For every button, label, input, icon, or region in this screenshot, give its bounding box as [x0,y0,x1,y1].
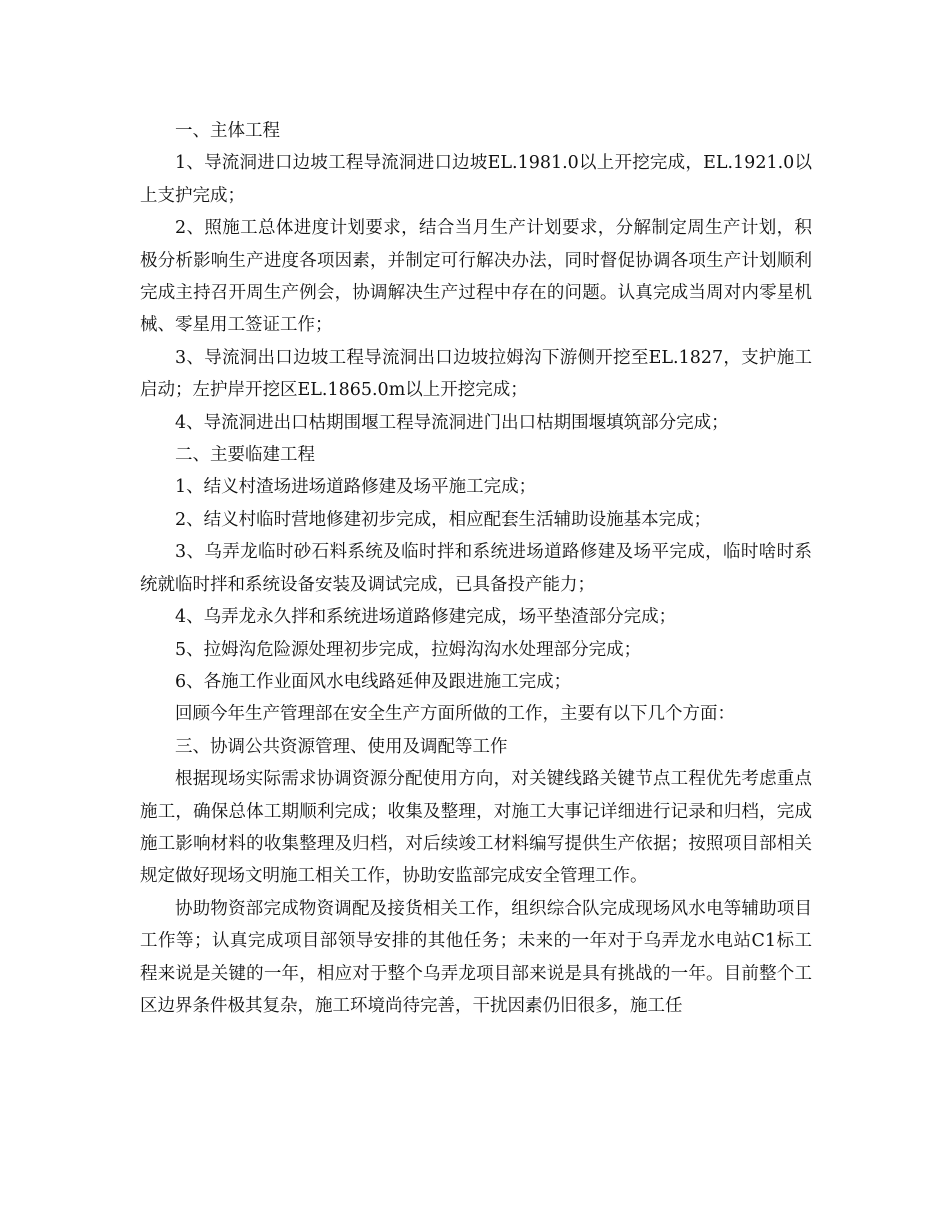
heading-temporary-works: 二、主要临建工程 [175,445,315,466]
paragraph-item: 1、导流洞进口边坡工程导流洞进口边坡EL.1981.0以上开挖完成，EL.1921.0以上支护完成； [140,153,812,206]
paragraph-item: 1、结义村渣场进场道路修建及场平施工完成； [175,477,537,498]
paragraph-item: 2、照施工总体进度计划要求，结合当月生产计划要求，分解制定周生产计划，积极分析影响生产进度各项因素，并制定可行解决办法，同时督促协调各项生产计划顺利完成主持召开周生产例会，协调解决生产过程中存在的问题。认真完成当周对内零星机械、零星用工签证工作； [140,218,812,336]
paragraph-item: 3、乌弄龙临时砂石料系统及临时拌和系统进场道路修建及场平完成，临时啥时系统就临时拌和系统设备安装及调试完成，已具备投产能力； [140,542,812,595]
paragraph-item: 2、结义村临时营地修建初步完成，相应配套生活辅助设施基本完成； [175,509,712,530]
document-body [140,115,812,1022]
heading-resource-coordination: 三、协调公共资源管理、使用及调配等工作 [175,736,508,757]
paragraph-item: 4、导流洞进出口枯期围堰工程导流洞进门出口枯期围堰填筑部分完成； [175,412,729,433]
paragraph-item: 3、导流洞出口边坡工程导流洞出口边坡拉姆沟下游侧开挖至EL.1827，支护施工启动；左护岸开挖区EL.1865.0m以上开挖完成； [140,347,812,401]
heading-main-works: 一、主体工程 [175,121,280,141]
paragraph-review: 回顾今年生产管理部在安全生产方面所做的工作，主要有以下几个方面： [175,704,735,725]
paragraph-item: 4、乌弄龙永久拌和系统进场道路修建完成，场平垫渣部分完成； [175,607,677,628]
paragraph-item: 6、各施工作业面风水电线路延伸及跟进施工完成； [175,671,572,692]
paragraph-body: 根据现场实际需求协调资源分配使用方向，对关键线路关键节点工程优先考虑重点施工，确保总体工期顺利完成；收集及整理，对施工大事记详细进行记录和归档，完成施工影响材料的收集整理及归档，对后续竣工材料编写提供生产依据；按照项目部相关规定做好现场文明施工相关工作，协助安监部完成安全管理工作。 [140,769,812,887]
paragraph-item: 5、拉姆沟危险源处理初步完成，拉姆沟沟水处理部分完成； [175,639,642,660]
paragraph-body: 协助物资部完成物资调配及接货相关工作，组织综合队完成现场风水电等辅助项目工作等；认真完成项目部领导安排的其他任务；未来的一年对于乌弄龙水电站C1标工程来说是关键的一年，相应对于整个乌弄龙项目部来说是具有挑战的一年。目前整个工区边界条件极其复杂，施工环境尚待完善，干扰因素仍旧很多，施工任 [140,898,812,1016]
